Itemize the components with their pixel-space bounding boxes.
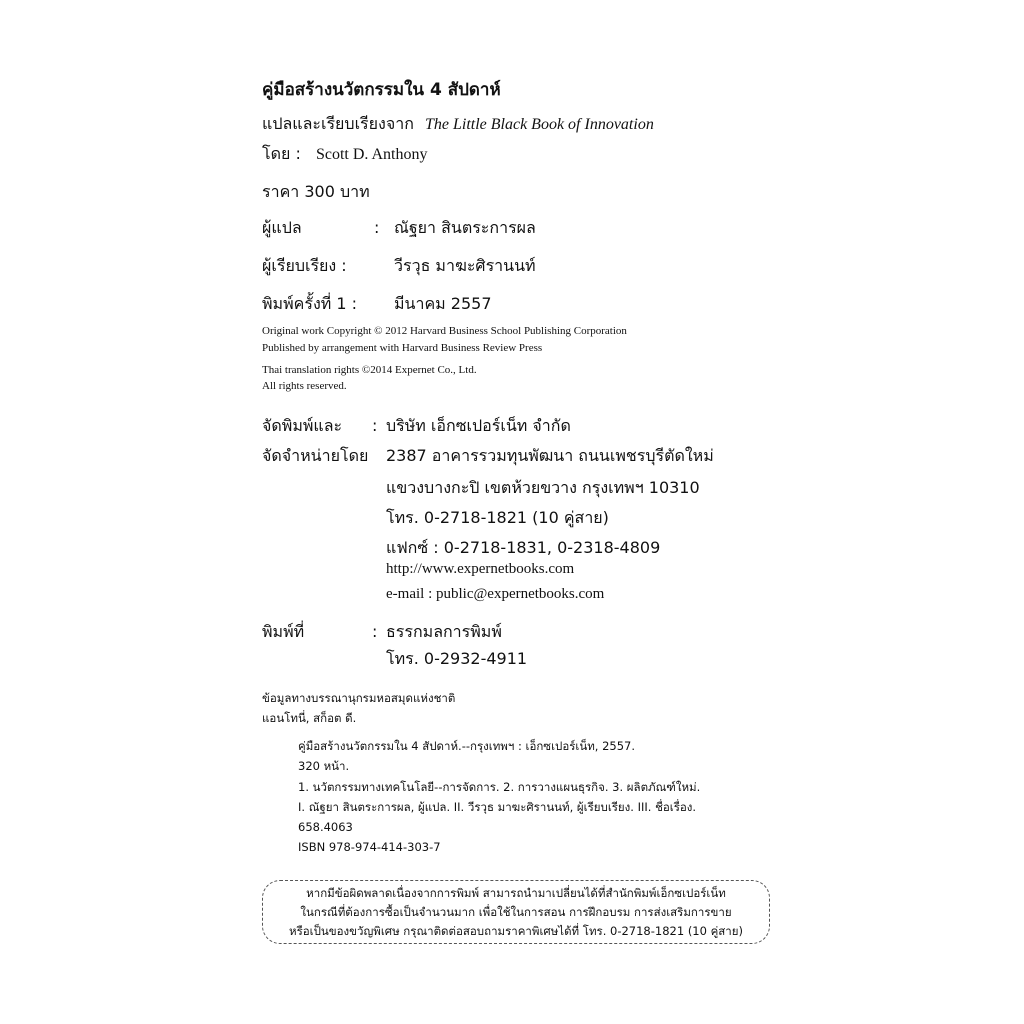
- cataloging-line: I. ณัฐยา สินตระการผล, ผู้แปล. II. วีรวุธ มาฆะศิรานนท์, ผู้เรียบเรียง. III. ชื่อเรื่อง.: [298, 800, 697, 814]
- translated-from-line: [262, 112, 654, 137]
- printer-row: [262, 620, 502, 645]
- copyright-line-2: Published by arrangement with Harvard Business Review Press: [262, 342, 543, 354]
- publisher-phone: โทร. 0-2718-1821 (10 คู่สาย): [386, 508, 609, 527]
- publisher-email: e-mail : public@expernetbooks.com: [386, 586, 605, 602]
- translator-row: [262, 216, 536, 241]
- edition-label: พิมพ์ครั้งที่ 1 :: [262, 294, 358, 313]
- copyright-line-4: All rights reserved.: [262, 380, 347, 392]
- publisher-row: [262, 414, 571, 439]
- printer-name: ธรรกมลการพิมพ์: [386, 622, 502, 641]
- editor-label: ผู้เรียบเรียง :: [262, 256, 347, 275]
- printer-sep: :: [372, 622, 378, 641]
- cataloging-line: คู่มือสร้างนวัตกรรมใน 4 สัปดาห์.--กรุงเทพฯ : เอ็กซเปอร์เน็ท, 2557.: [298, 739, 636, 753]
- price: ราคา 300 บาท: [262, 182, 370, 201]
- book-title: คู่มือสร้างนวัตกรรมใน 4 สัปดาห์: [262, 80, 501, 100]
- author-name: Scott D. Anthony: [315, 146, 428, 163]
- copyright-line-3: Thai translation rights ©2014 Expernet Co., Ltd.: [262, 364, 477, 376]
- copyright-line-1: Original work Copyright © 2012 Harvard Business School Publishing Corporation: [262, 325, 627, 337]
- translator-label: ผู้แปล: [262, 218, 302, 237]
- printer-phone: โทร. 0-2932-4911: [386, 649, 528, 668]
- publisher-name: บริษัท เอ็กซเปอร์เน็ท จำกัด: [386, 416, 571, 435]
- cataloging-line: 320 หน้า.: [298, 759, 350, 773]
- cataloging-line: 658.4063: [298, 820, 353, 834]
- notice-line-3: หรือเป็นของขวัญพิเศษ กรุณาติดต่อสอบถามราคาพิเศษได้ที่ โทร. 0-2718-1821 (10 คู่สาย): [289, 924, 743, 938]
- distributor-label: จัดจำหน่ายโดย: [262, 446, 369, 465]
- translator-name: ณัฐยา สินตระการผล: [394, 218, 536, 237]
- original-title: The Little Black Book of Innovation: [424, 116, 654, 133]
- cataloging-heading: ข้อมูลทางบรรณานุกรมหอสมุดแห่งชาติ: [262, 691, 456, 705]
- edition-value: มีนาคม 2557: [394, 294, 492, 313]
- publisher-fax: แฟกซ์ : 0-2718-1831, 0-2318-4809: [386, 538, 661, 557]
- notice-box: [262, 880, 770, 944]
- printer-label: พิมพ์ที่: [262, 622, 305, 641]
- author-label: โดย :: [262, 144, 301, 163]
- editor-row: [262, 254, 536, 279]
- publisher-sep: :: [372, 416, 378, 435]
- cataloging-line: ISBN 978-974-414-303-7: [298, 840, 441, 854]
- translated-from-prefix: แปลและเรียบเรียงจาก: [262, 114, 414, 133]
- edition-row: [262, 292, 492, 317]
- cataloging-line: 1. นวัตกรรมทางเทคโนโลยี--การจัดการ. 2. การวางแผนธุรกิจ. 3. ผลิตภัณฑ์ใหม่.: [298, 780, 701, 794]
- notice-line-1: หากมีข้อผิดพลาดเนื่องจากการพิมพ์ สามารถนำมาเปลี่ยนได้ที่สำนักพิมพ์เอ็กซเปอร์เน็ท: [306, 886, 726, 900]
- publisher-label: จัดพิมพ์และ: [262, 416, 343, 435]
- notice-line-2: ในกรณีที่ต้องการซื้อเป็นจำนวนมาก เพื่อใช้ในการสอน การฝึกอบรม การส่งเสริมการขาย: [300, 905, 732, 919]
- publisher-website: http://www.expernetbooks.com: [386, 561, 575, 577]
- author-line: [262, 142, 428, 167]
- cataloging-author: แอนโทนี่, สก็อต ดี.: [262, 711, 357, 725]
- editor-name: วีรวุธ มาฆะศิรานนท์: [394, 256, 536, 275]
- translator-sep: :: [374, 218, 380, 237]
- address-line-1: 2387 อาคารรวมทุนพัฒนา ถนนเพชรบุรีตัดใหม่: [386, 446, 714, 465]
- address-line-2: แขวงบางกะปิ เขตห้วยขวาง กรุงเทพฯ 10310: [386, 478, 700, 497]
